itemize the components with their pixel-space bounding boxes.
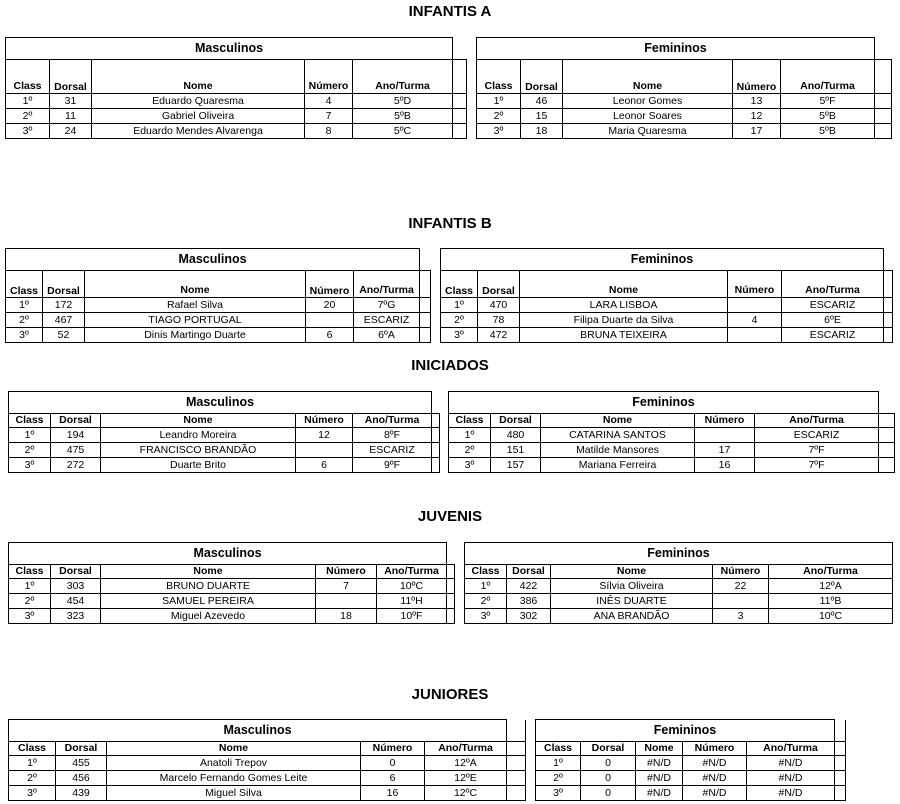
table-title: Masculinos: [9, 543, 447, 565]
cell-dorsal: 323: [51, 609, 101, 624]
col-header-dorsal: Dorsal: [51, 414, 101, 428]
table-row: [6, 313, 431, 328]
cell-dorsal: 31: [50, 94, 92, 109]
cell-nome: Leandro Moreira: [101, 428, 296, 443]
cell-nome: Sílvia Oliveira: [551, 579, 713, 594]
cell-ano-turma: ESCARIZ: [782, 328, 884, 343]
cell-numero: 12: [296, 428, 353, 443]
table-row: [6, 124, 467, 139]
col-header-nome: Nome: [107, 742, 361, 756]
cell-dorsal: 272: [51, 458, 101, 473]
table-row: [6, 328, 431, 343]
col-header-dorsal: Dorsal: [50, 60, 92, 94]
cell-numero: [316, 594, 377, 609]
cell-class: 1º: [9, 428, 51, 443]
cell-class: 2º: [6, 313, 43, 328]
cell-numero: 4: [728, 313, 782, 328]
cell-ano-turma: 6ºA: [354, 328, 420, 343]
table-row: [9, 756, 526, 771]
cell-numero: 7: [316, 579, 377, 594]
col-header-nome: Nome: [541, 414, 695, 428]
cell-class: 1º: [6, 94, 50, 109]
col-header-dorsal: Dorsal: [56, 742, 107, 756]
table-row: [449, 428, 895, 443]
cell-ano-turma: 12ºA: [769, 579, 893, 594]
cell-nome: BRUNA TEIXEIRA: [520, 328, 728, 343]
cell-class: 3º: [6, 124, 50, 139]
cell-class: 2º: [6, 109, 50, 124]
cell-nome: Marcelo Fernando Gomes Leite: [107, 771, 361, 786]
cell-ano-turma: ESCARIZ: [354, 313, 420, 328]
col-header-ano-turma: Ano/Turma: [353, 60, 453, 94]
cell-numero: [306, 313, 354, 328]
table-juvenis-femininos: [464, 542, 893, 624]
cell-numero: 6: [296, 458, 353, 473]
col-header-dorsal: Dorsal: [521, 60, 563, 94]
cell-nome: Duarte Brito: [101, 458, 296, 473]
cell-ano-turma: 12ºE: [425, 771, 507, 786]
table-row: [441, 313, 893, 328]
cell-dorsal: 78: [478, 313, 520, 328]
cell-ano-turma: 12ºA: [425, 756, 507, 771]
cell-class: 2º: [9, 443, 51, 458]
cell-class: 2º: [465, 594, 507, 609]
cell-nome: SAMUEL PEREIRA: [101, 594, 316, 609]
table-juniores-masculinos: [8, 719, 526, 801]
table-row: [441, 328, 893, 343]
table-title: Masculinos: [9, 392, 432, 414]
col-header-numero: Número: [306, 271, 354, 298]
cell-class: 1º: [441, 298, 478, 313]
section-title-infantis-b: INFANTIS B: [408, 215, 492, 232]
table-row: [536, 786, 846, 801]
col-header-class: Class: [536, 742, 581, 756]
cell-ano-turma: 7ºF: [755, 443, 879, 458]
cell-dorsal: 480: [491, 428, 541, 443]
cell-dorsal: 151: [491, 443, 541, 458]
cell-ano-turma: 10ºC: [377, 579, 447, 594]
cell-ano-turma: 5ºF: [781, 94, 875, 109]
col-header-numero: Número: [713, 565, 769, 579]
section-title-iniciados: INICIADOS: [411, 357, 489, 374]
cell-numero: 17: [733, 124, 781, 139]
table-title: Femininos: [441, 249, 884, 271]
cell-nome: Filipa Duarte da Silva: [520, 313, 728, 328]
cell-class: 3º: [449, 458, 491, 473]
cell-class: 2º: [441, 313, 478, 328]
cell-dorsal: 302: [507, 609, 551, 624]
cell-ano-turma: ESCARIZ: [782, 298, 884, 313]
cell-numero: 7: [305, 109, 353, 124]
section-title-infantis-a: INFANTIS A: [408, 3, 492, 20]
table-title: Masculinos: [9, 720, 507, 742]
table-title: Femininos: [465, 543, 893, 565]
cell-class: 1º: [9, 756, 56, 771]
table-row: [536, 756, 846, 771]
cell-numero: 12: [733, 109, 781, 124]
cell-nome: Leonor Gomes: [563, 94, 733, 109]
cell-numero: 13: [733, 94, 781, 109]
cell-numero: [728, 298, 782, 313]
table-title: Masculinos: [6, 38, 453, 60]
cell-ano-turma: ESCARIZ: [755, 428, 879, 443]
cell-dorsal: 472: [478, 328, 520, 343]
cell-nome: Eduardo Mendes Alvarenga: [92, 124, 305, 139]
col-header-ano-turma: Ano/Turma: [755, 414, 879, 428]
table-row: [9, 428, 440, 443]
col-header-nome: Nome: [551, 565, 713, 579]
cell-numero: 16: [695, 458, 755, 473]
table-row: [477, 94, 892, 109]
col-header-ano-turma: Ano/Turma: [354, 271, 420, 298]
cell-numero: [713, 594, 769, 609]
cell-nome: INÊS DUARTE: [551, 594, 713, 609]
cell-numero: 18: [316, 609, 377, 624]
cell-class: 2º: [477, 109, 521, 124]
col-header-ano-turma: Ano/Turma: [377, 565, 447, 579]
table-row: [449, 458, 895, 473]
cell-class: 3º: [9, 786, 56, 801]
table-row: [9, 786, 526, 801]
cell-numero: 20: [306, 298, 354, 313]
table-row: [9, 594, 455, 609]
col-header-numero: Número: [316, 565, 377, 579]
col-header-ano-turma: Ano/Turma: [425, 742, 507, 756]
col-header-ano-turma: Ano/Turma: [781, 60, 875, 94]
cell-dorsal: 455: [56, 756, 107, 771]
table-row: [6, 298, 431, 313]
cell-nome: Dinis Martingo Duarte: [85, 328, 306, 343]
col-header-class: Class: [6, 271, 43, 298]
cell-dorsal: 422: [507, 579, 551, 594]
cell-nome: Miguel Azevedo: [101, 609, 316, 624]
cell-nome: Gabriel Oliveira: [92, 109, 305, 124]
table-iniciados-masculinos: [8, 391, 440, 473]
table-row: [9, 579, 455, 594]
col-header-numero: Número: [728, 271, 782, 298]
cell-ano-turma: 5ºB: [781, 109, 875, 124]
cell-class: 3º: [9, 458, 51, 473]
cell-dorsal: 52: [43, 328, 85, 343]
table-infantis-a-masculinos: [5, 37, 467, 139]
table-row: [6, 94, 467, 109]
col-header-ano-turma: Ano/Turma: [353, 414, 432, 428]
col-header-nome: Nome: [520, 271, 728, 298]
cell-nome: Rafael Silva: [85, 298, 306, 313]
col-header-dorsal: Dorsal: [478, 271, 520, 298]
cell-numero: #N/D: [683, 786, 747, 801]
cell-numero: 17: [695, 443, 755, 458]
cell-ano-turma: 5ºD: [353, 94, 453, 109]
col-header-dorsal: Dorsal: [51, 565, 101, 579]
cell-class: 1º: [9, 579, 51, 594]
cell-dorsal: 0: [581, 786, 636, 801]
cell-nome: #N/D: [636, 786, 683, 801]
col-header-dorsal: Dorsal: [43, 271, 85, 298]
table-row: [9, 609, 455, 624]
cell-ano-turma: 5ºB: [353, 109, 453, 124]
col-header-ano-turma: Ano/Turma: [769, 565, 893, 579]
col-header-nome: Nome: [101, 565, 316, 579]
cell-ano-turma: #N/D: [747, 771, 835, 786]
cell-numero: 3: [713, 609, 769, 624]
cell-dorsal: 157: [491, 458, 541, 473]
col-header-numero: Número: [296, 414, 353, 428]
col-header-ano-turma: Ano/Turma: [747, 742, 835, 756]
cell-nome: Anatoli Trepov: [107, 756, 361, 771]
cell-numero: 4: [305, 94, 353, 109]
col-header-numero: Número: [683, 742, 747, 756]
cell-dorsal: 18: [521, 124, 563, 139]
col-header-numero: Número: [361, 742, 425, 756]
table-row: [6, 109, 467, 124]
cell-nome: Mariana Ferreira: [541, 458, 695, 473]
cell-ano-turma: 6ºE: [782, 313, 884, 328]
cell-dorsal: 0: [581, 756, 636, 771]
cell-dorsal: 172: [43, 298, 85, 313]
col-header-dorsal: Dorsal: [507, 565, 551, 579]
cell-class: 1º: [465, 579, 507, 594]
table-infantis-b-femininos: [440, 248, 893, 343]
cell-dorsal: 456: [56, 771, 107, 786]
table-infantis-a-femininos: [476, 37, 892, 139]
table-row: [477, 109, 892, 124]
cell-class: 1º: [536, 756, 581, 771]
cell-dorsal: 386: [507, 594, 551, 609]
table-title: Masculinos: [6, 249, 420, 271]
table-row: [477, 124, 892, 139]
table-row: [536, 771, 846, 786]
cell-nome: TIAGO PORTUGAL: [85, 313, 306, 328]
table-title: Femininos: [449, 392, 879, 414]
cell-numero: [728, 328, 782, 343]
cell-nome: #N/D: [636, 771, 683, 786]
cell-numero: 0: [361, 756, 425, 771]
table-infantis-b-masculinos: [5, 248, 431, 343]
cell-numero: 16: [361, 786, 425, 801]
col-header-class: Class: [465, 565, 507, 579]
section-title-juvenis: JUVENIS: [417, 508, 483, 525]
cell-ano-turma: 10ºC: [769, 609, 893, 624]
table-row: [465, 609, 893, 624]
cell-dorsal: 467: [43, 313, 85, 328]
col-header-nome: Nome: [92, 60, 305, 94]
col-header-numero: Número: [733, 60, 781, 94]
cell-dorsal: 15: [521, 109, 563, 124]
cell-class: 2º: [9, 771, 56, 786]
cell-ano-turma: 7ºF: [755, 458, 879, 473]
cell-class: 1º: [6, 298, 43, 313]
col-header-numero: Número: [695, 414, 755, 428]
table-row: [449, 443, 895, 458]
table-title: Femininos: [536, 720, 835, 742]
cell-dorsal: 475: [51, 443, 101, 458]
cell-nome: CATARINA SANTOS: [541, 428, 695, 443]
col-header-class: Class: [9, 414, 51, 428]
col-header-dorsal: Dorsal: [491, 414, 541, 428]
cell-nome: Leonor Soares: [563, 109, 733, 124]
table-row: [9, 443, 440, 458]
cell-nome: #N/D: [636, 756, 683, 771]
cell-numero: #N/D: [683, 756, 747, 771]
cell-nome: BRUNO DUARTE: [101, 579, 316, 594]
cell-ano-turma: ESCARIZ: [353, 443, 432, 458]
cell-numero: #N/D: [683, 771, 747, 786]
table-iniciados-femininos: [448, 391, 895, 473]
cell-class: 1º: [449, 428, 491, 443]
cell-ano-turma: #N/D: [747, 756, 835, 771]
cell-nome: FRANCISCO BRANDÃO: [101, 443, 296, 458]
cell-class: 2º: [449, 443, 491, 458]
table-title: Femininos: [477, 38, 875, 60]
cell-numero: 8: [305, 124, 353, 139]
cell-ano-turma: #N/D: [747, 786, 835, 801]
cell-ano-turma: 5ºB: [781, 124, 875, 139]
cell-dorsal: 470: [478, 298, 520, 313]
table-row: [9, 458, 440, 473]
cell-nome: LARA LISBOA: [520, 298, 728, 313]
cell-ano-turma: 11ºH: [377, 594, 447, 609]
cell-nome: ANA BRANDÃO: [551, 609, 713, 624]
table-juniores-femininos: [535, 719, 846, 801]
col-header-nome: Nome: [101, 414, 296, 428]
col-header-class: Class: [441, 271, 478, 298]
cell-class: 1º: [477, 94, 521, 109]
cell-class: 3º: [477, 124, 521, 139]
col-header-dorsal: Dorsal: [581, 742, 636, 756]
cell-class: 2º: [536, 771, 581, 786]
cell-ano-turma: 11ºB: [769, 594, 893, 609]
cell-numero: 22: [713, 579, 769, 594]
cell-dorsal: 24: [50, 124, 92, 139]
cell-class: 3º: [536, 786, 581, 801]
cell-dorsal: 439: [56, 786, 107, 801]
cell-dorsal: 194: [51, 428, 101, 443]
cell-nome: Matilde Mansores: [541, 443, 695, 458]
cell-ano-turma: 12ºC: [425, 786, 507, 801]
cell-class: 3º: [9, 609, 51, 624]
table-juvenis-masculinos: [8, 542, 455, 624]
table-row: [441, 298, 893, 313]
cell-class: 2º: [9, 594, 51, 609]
table-row: [465, 594, 893, 609]
section-title-juniores: JUNIORES: [411, 686, 489, 703]
cell-nome: Eduardo Quaresma: [92, 94, 305, 109]
cell-dorsal: 303: [51, 579, 101, 594]
cell-class: 3º: [6, 328, 43, 343]
cell-class: 3º: [465, 609, 507, 624]
cell-ano-turma: 5ºC: [353, 124, 453, 139]
col-header-class: Class: [9, 742, 56, 756]
cell-numero: 6: [306, 328, 354, 343]
cell-dorsal: 454: [51, 594, 101, 609]
cell-nome: Maria Quaresma: [563, 124, 733, 139]
col-header-class: Class: [9, 565, 51, 579]
table-row: [9, 771, 526, 786]
col-header-class: Class: [6, 60, 50, 94]
cell-dorsal: 11: [50, 109, 92, 124]
cell-nome: Miguel Silva: [107, 786, 361, 801]
col-header-ano-turma: Ano/Turma: [782, 271, 884, 298]
cell-ano-turma: 10ºF: [377, 609, 447, 624]
col-header-class: Class: [449, 414, 491, 428]
col-header-numero: Número: [305, 60, 353, 94]
cell-ano-turma: 9ºF: [353, 458, 432, 473]
cell-dorsal: 0: [581, 771, 636, 786]
cell-dorsal: 46: [521, 94, 563, 109]
cell-numero: [296, 443, 353, 458]
col-header-nome: Nome: [636, 742, 683, 756]
col-header-nome: Nome: [563, 60, 733, 94]
cell-class: 3º: [441, 328, 478, 343]
col-header-class: Class: [477, 60, 521, 94]
cell-ano-turma: 7ºG: [354, 298, 420, 313]
table-row: [465, 579, 893, 594]
cell-ano-turma: 8ºF: [353, 428, 432, 443]
cell-numero: 6: [361, 771, 425, 786]
col-header-nome: Nome: [85, 271, 306, 298]
cell-numero: [695, 428, 755, 443]
